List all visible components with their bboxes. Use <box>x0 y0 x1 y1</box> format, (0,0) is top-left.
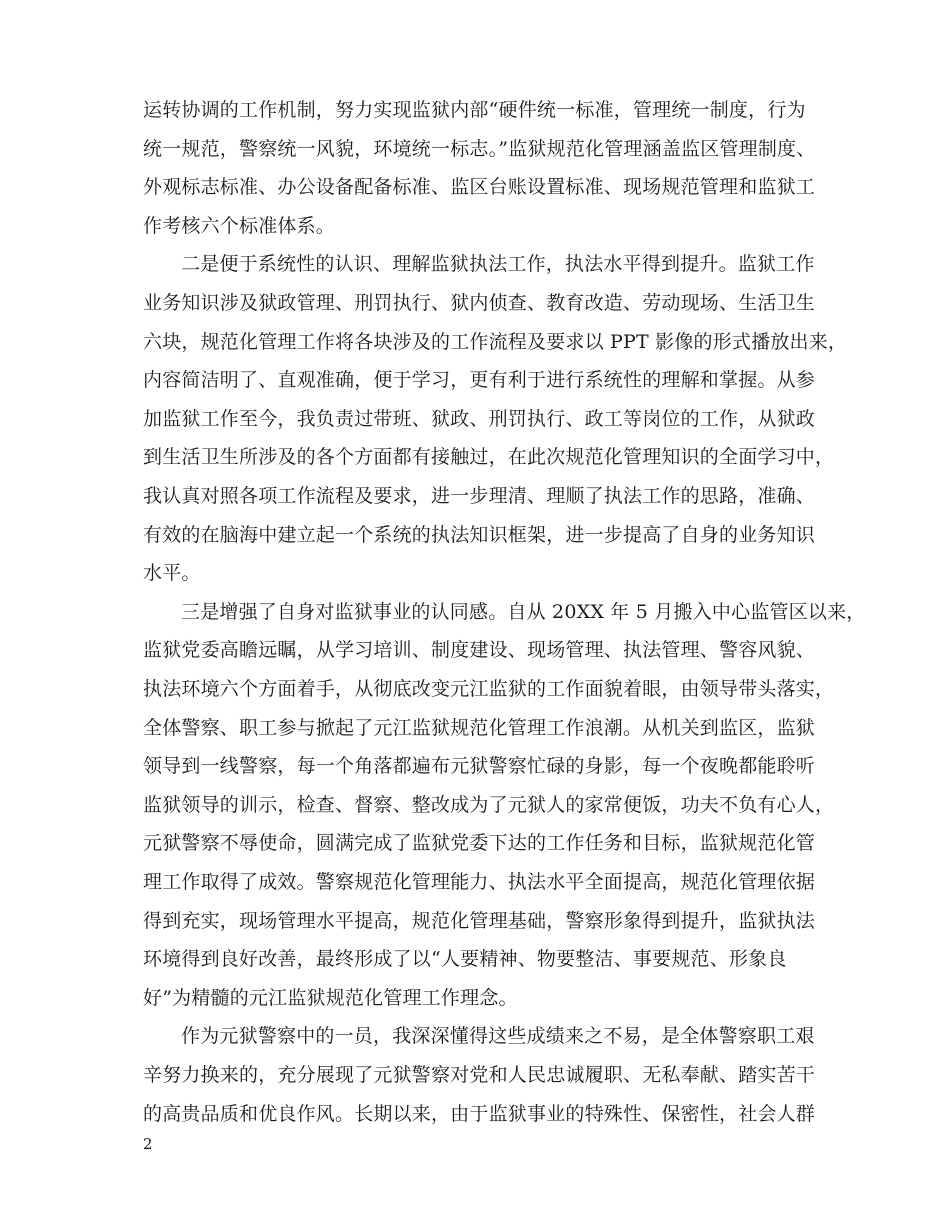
text-line: 作为元狱警察中的一员，我深深懂得这些成绩来之不易，是全体警察职工艰 <box>181 1025 815 1047</box>
text-line: 内容简洁明了、直观准确，便于学习，更有利于进行系统性的理解和掌握。从参 <box>143 369 816 391</box>
text-line: 得到充实，现场管理水平提高，规范化管理基础，警察形象得到提升，监狱执法 <box>143 910 816 932</box>
text-line: 作考核六个标准体系。 <box>143 215 336 237</box>
text-line: 统一规范，警察统一风貌，环境统一标志。”监狱规范化管理涵盖监区管理制度、 <box>143 138 816 160</box>
text-line: 监狱领导的训示，检查、督察、整改成为了元狱人的家常便饭，功夫不负有心人， <box>143 794 835 816</box>
text-line: 的高贵品质和优良作风。长期以来，由于监狱事业的特殊性、保密性，社会人群 <box>143 1103 816 1125</box>
text-line: 元狱警察不辱使命，圆满完成了监狱党委下达的工作任务和目标，监狱规范化管 <box>143 832 816 854</box>
text-line: 理工作取得了成效。警察规范化管理能力、执法水平全面提高，规范化管理依据 <box>143 871 816 893</box>
text-line: 外观标志标准、办公设备配备标准、监区台账设置标准、现场规范管理和监狱工 <box>143 176 816 198</box>
text-line: 环境得到良好改善，最终形成了以“人要精神、物要整洁、事要规范、形象良 <box>143 948 787 970</box>
page-number: 2 <box>143 1135 153 1153</box>
text-line: 有效的在脑海中建立起一个系统的执法知识框架，进一步提高了自身的业务知识 <box>143 524 816 546</box>
text-line: 辛努力换来的，充分展现了元狱警察对党和人民忠诚履职、无私奉献、踏实苦干 <box>143 1064 816 1086</box>
text-line: 水平。 <box>143 562 201 584</box>
text-line: 到生活卫生所涉及的各个方面都有接触过，在此次规范化管理知识的全面学习中， <box>143 446 835 468</box>
text-line: 六块，规范化管理工作将各块涉及的工作流程及要求以 PPT 影像的形式播放出来， <box>143 331 848 353</box>
text-line: 执法环境六个方面着手，从彻底改变元江监狱的工作面貌着眼，由领导带头落实， <box>143 678 835 700</box>
text-line: 领导到一线警察，每一个角落都遍布元狱警察忙碌的身影，每一个夜晚都能聆听 <box>143 755 816 777</box>
text-line: 二是便于系统性的认识、理解监狱执法工作，执法水平得到提升。监狱工作 <box>181 253 815 275</box>
text-line: 监狱党委高瞻远瞩，从学习培训、制度建设、现场管理、执法管理、警容风貌、 <box>143 639 816 661</box>
text-line: 好”为精髓的元江监狱规范化管理工作理念。 <box>143 987 518 1009</box>
text-line: 全体警察、职工参与掀起了元江监狱规范化管理工作浪潮。从机关到监区，监狱 <box>143 717 816 739</box>
text-line: 三是增强了自身对监狱事业的认同感。自从 20XX 年 5 月搬入中心监管区以来， <box>181 601 866 623</box>
text-line: 运转协调的工作机制，努力实现监狱内部“硬件统一标准，管理统一制度，行为 <box>143 99 806 121</box>
text-line: 业务知识涉及狱政管理、刑罚执行、狱内侦查、教育改造、劳动现场、生活卫生 <box>143 292 816 314</box>
text-line: 我认真对照各项工作流程及要求，进一步理清、理顺了执法工作的思路，准确、 <box>143 485 816 507</box>
text-line: 加监狱工作至今，我负责过带班、狱政、刑罚执行、政工等岗位的工作，从狱政 <box>143 408 816 430</box>
